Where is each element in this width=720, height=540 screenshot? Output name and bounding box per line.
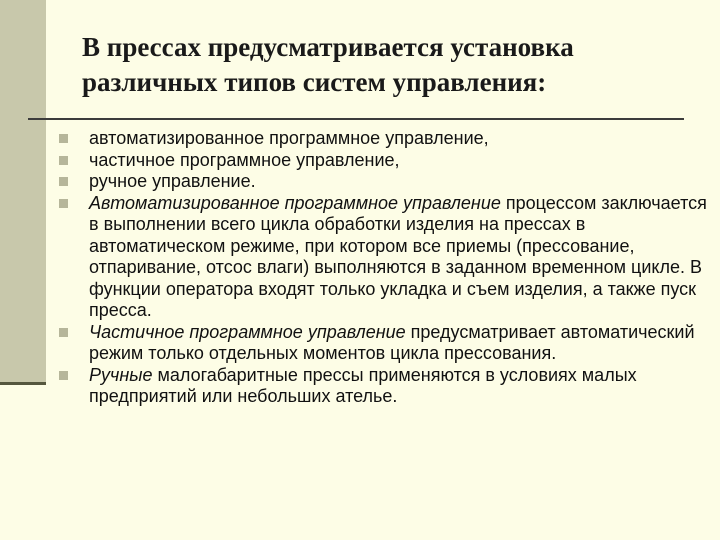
title-divider	[28, 118, 684, 120]
bullet-item	[57, 193, 707, 322]
title-line-2-prefix: различных	[82, 67, 225, 97]
bullet-text: частичное программное управление,	[89, 149, 400, 170]
bullet-text: малогабаритные прессы применяются в условиях малых предприятий или небольших ателье.	[89, 364, 637, 406]
bullet-italic: Частичное программное управление	[89, 321, 406, 342]
bullet-item	[57, 171, 707, 193]
bullet-item	[57, 365, 707, 408]
title-line-2-suffix: :	[537, 67, 547, 97]
square-bullet-icon	[59, 156, 68, 165]
bullet-text: процессом заключается в выполнении всего цикла обработки изделия на прессах в автоматическом режиме, при котором все приемы (прессование, отпаривание, отсос влаги) выполняются в заданном временном цикле. В функции оператора входят только укладка и съем изделия, а также пуск пресса.	[89, 192, 707, 320]
bullet-list	[57, 128, 707, 408]
bullet-item	[57, 322, 707, 365]
bullet-item	[57, 128, 707, 150]
square-bullet-icon	[59, 328, 68, 337]
title-line-1: В прессах предусматривается установка	[82, 32, 574, 62]
square-bullet-icon	[59, 177, 68, 186]
left-band-rule	[0, 382, 46, 385]
square-bullet-icon	[59, 371, 68, 380]
bullet-text: ручное управление.	[89, 171, 256, 191]
bullet-text: предусматривает автоматический режим только отдельных моментов цикла прессования.	[89, 321, 695, 363]
title-line-2-bold: типов систем управления	[224, 67, 538, 97]
left-decorative-band	[0, 0, 46, 382]
bullet-italic: Автоматизированное программное управление	[89, 192, 501, 213]
slide-title	[82, 30, 702, 100]
bullet-italic: Ручные	[89, 364, 153, 385]
bullet-text: автоматизированное программное управление,	[89, 128, 489, 148]
square-bullet-icon	[59, 134, 68, 143]
bullet-item	[57, 150, 707, 172]
square-bullet-icon	[59, 199, 68, 208]
